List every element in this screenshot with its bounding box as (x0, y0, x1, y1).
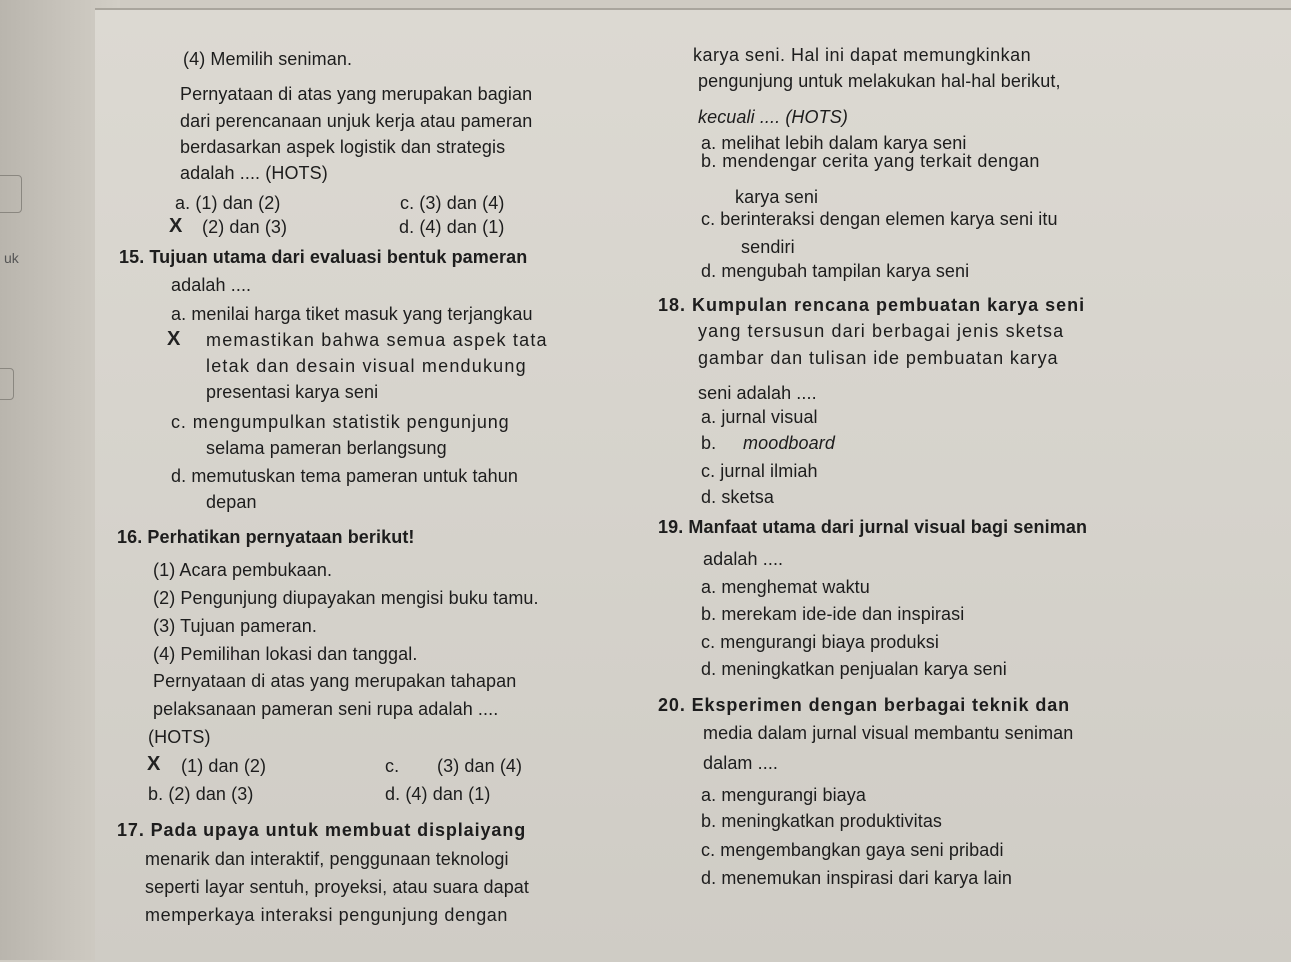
q18-option-d: d. sketsa (701, 487, 774, 507)
q20-stem-line-2: media dalam jurnal visual membantu seniman (703, 723, 1074, 743)
q20-option-b: b. meningkatkan produktivitas (701, 811, 943, 831)
q20-option-d: d. menemukan inspirasi dari karya lain (701, 868, 1012, 888)
q19-option-c: c. mengurangi biaya produksi (701, 632, 939, 652)
q17-option-c-line-1: c. berinteraksi dengan elemen karya seni itu (701, 209, 1058, 229)
q17-continued-line-3: kecuali .... (HOTS) (698, 107, 848, 127)
q16-option-c-letter: c. (385, 756, 400, 776)
q17-option-c-line-2: sendiri (741, 237, 795, 257)
binder-hole-2 (0, 368, 14, 400)
q17-option-d: d. mengubah tampilan karya seni (701, 261, 970, 281)
q15-option-b-line-3: presentasi karya seni (206, 382, 379, 402)
q17-continued-line-2: pengunjung untuk melakukan hal-hal berikut, (698, 71, 1061, 91)
q16-answer-mark: X (147, 753, 161, 775)
worksheet-page (95, 8, 1291, 962)
q17-stem-line-4: memperkaya interaksi pengunjung dengan (145, 905, 509, 925)
q18-option-c: c. jurnal ilmiah (701, 461, 818, 481)
q16-option-a: (1) dan (2) (181, 756, 267, 776)
q16-stem: 16. Perhatikan pernyataan berikut! (117, 527, 415, 547)
q19-stem-line-1: 19. Manfaat utama dari jurnal visual bagi seniman (658, 517, 1088, 537)
margin-note: uk (4, 250, 19, 266)
q17-stem-line-1: 17. Pada upaya untuk membuat displaiyang (117, 820, 527, 840)
q18-stem-line-3: gambar dan tulisan ide pembuatan karya (698, 348, 1059, 368)
q18-option-b: moodboard (743, 433, 835, 453)
q16-option-c: (3) dan (4) (437, 756, 523, 776)
q15-option-d-line-1: d. memutuskan tema pameran untuk tahun (171, 466, 518, 486)
q16-item-3: (3) Tujuan pameran. (153, 616, 317, 636)
q19-stem-line-2: adalah .... (703, 549, 784, 569)
q20-option-a: a. mengurangi biaya (701, 785, 867, 805)
q18-option-b-letter: b. (701, 433, 717, 453)
q14-option-a: a. (1) dan (2) (175, 193, 281, 213)
q16-question-line-2: pelaksanaan pameran seni rupa adalah .... (153, 699, 499, 719)
q17-continued-line-1: karya seni. Hal ini dapat memungkinkan (693, 45, 1032, 65)
q20-option-c: c. mengembangkan gaya seni pribadi (701, 840, 1004, 860)
q16-question-line-1: Pernyataan di atas yang merupakan tahapan (153, 671, 517, 691)
q17-stem-line-2: menarik dan interaktif, penggunaan teknologi (145, 849, 509, 869)
q14-stem-line-2: dari perencanaan unjuk kerja atau pameran (180, 111, 533, 131)
q18-stem-line-1: 18. Kumpulan rencana pembuatan karya seni (658, 295, 1086, 315)
q15-option-d-line-2: depan (206, 492, 257, 512)
q19-option-b: b. merekam ide-ide dan inspirasi (701, 604, 965, 624)
q17-option-b-line-2: karya seni (735, 187, 819, 207)
q16-item-4: (4) Pemilihan lokasi dan tanggal. (153, 644, 418, 664)
q16-question-line-3: (HOTS) (148, 727, 211, 747)
q14-option-b: (2) dan (3) (202, 217, 288, 237)
q17-option-b-line-1: b. mendengar cerita yang terkait dengan (701, 151, 1040, 171)
q15-option-a: a. menilai harga tiket masuk yang terjangkau (171, 304, 533, 324)
q15-stem-line-2: adalah .... (171, 275, 252, 295)
q14-answer-mark: X (169, 215, 183, 237)
q20-stem-line-3: dalam .... (703, 753, 779, 773)
binder-hole-1 (0, 175, 22, 213)
q14-stem-line-1: Pernyataan di atas yang merupakan bagian (180, 84, 533, 104)
q20-stem-line-1: 20. Eksperimen dengan berbagai teknik dan (658, 695, 1071, 715)
q14-option-c: c. (3) dan (4) (400, 193, 505, 213)
q17-option-a: a. melihat lebih dalam karya seni (701, 133, 967, 153)
q14-stem-line-4: adalah .... (HOTS) (180, 163, 328, 183)
q15-option-b-line-2: letak dan desain visual mendukung (206, 356, 527, 376)
q15-option-c-line-2: selama pameran berlangsung (206, 438, 447, 458)
q18-stem-line-2: yang tersusun dari berbagai jenis sketsa (698, 321, 1065, 341)
q15-option-b-line-1: memastikan bahwa semua aspek tata (206, 330, 548, 350)
q14-item-4: (4) Memilih seniman. (183, 49, 353, 69)
q19-option-a: a. menghemat waktu (701, 577, 870, 597)
q15-option-c-line-1: c. mengumpulkan statistik pengunjung (171, 412, 510, 432)
q15-answer-mark: X (167, 328, 181, 350)
q16-option-b: b. (2) dan (3) (148, 784, 254, 804)
q14-option-d: d. (4) dan (1) (399, 217, 505, 237)
q16-item-2: (2) Pengunjung diupayakan mengisi buku tamu. (153, 588, 539, 608)
q18-stem-line-4: seni adalah .... (698, 383, 817, 403)
q14-stem-line-3: berdasarkan aspek logistik dan strategis (180, 137, 506, 157)
q19-option-d: d. meningkatkan penjualan karya seni (701, 659, 1007, 679)
q18-option-a: a. jurnal visual (701, 407, 818, 427)
q16-item-1: (1) Acara pembukaan. (153, 560, 333, 580)
q16-option-d: d. (4) dan (1) (385, 784, 491, 804)
q15-stem-line-1: 15. Tujuan utama dari evaluasi bentuk pameran (119, 247, 528, 267)
q17-stem-line-3: seperti layar sentuh, proyeksi, atau suara dapat (145, 877, 530, 897)
